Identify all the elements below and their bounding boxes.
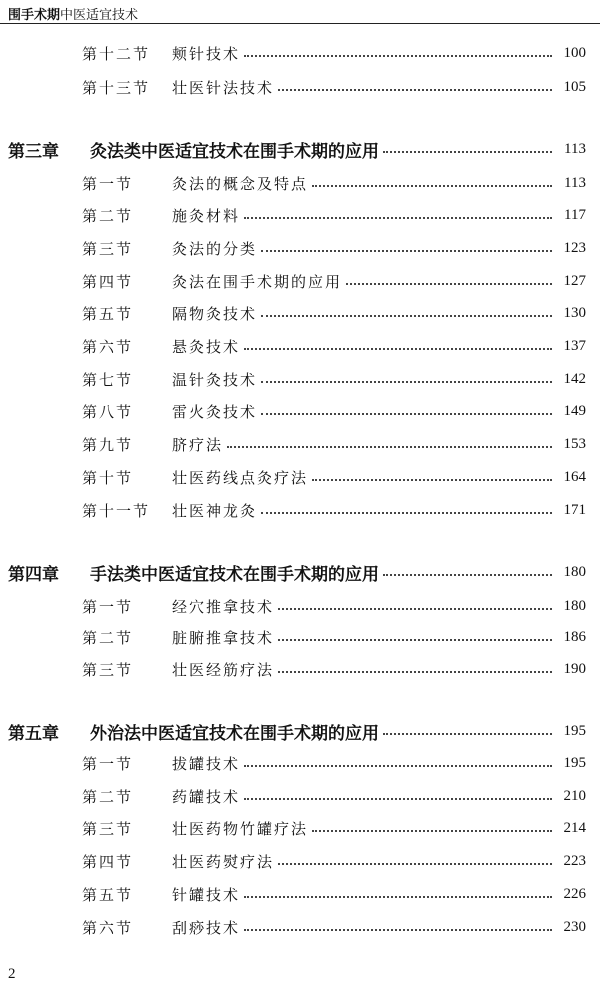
- page-ref: 127: [563, 272, 586, 289]
- page-ref: 190: [563, 660, 586, 677]
- toc-chapter-entry[interactable]: [0, 718, 600, 744]
- dot-leader: [261, 413, 552, 415]
- section-number: 第八节: [82, 402, 134, 421]
- page-ref: 142: [563, 370, 586, 387]
- dot-leader: [244, 348, 552, 350]
- chapter-title: 外治法中医适宜技术在围手术期的应用: [90, 723, 379, 744]
- section-number: 第七节: [82, 370, 134, 389]
- page-ref: 180: [563, 563, 586, 580]
- toc-section-entry[interactable]: [0, 656, 600, 682]
- section-number: 第四节: [82, 272, 134, 291]
- dot-leader: [244, 896, 552, 898]
- toc-section-entry[interactable]: [0, 398, 600, 424]
- section-title: 灸法的分类: [172, 239, 258, 258]
- dot-leader: [278, 863, 552, 865]
- section-title: 针罐技术: [172, 885, 241, 904]
- section-number: 第一节: [82, 174, 134, 193]
- dot-leader: [244, 217, 552, 219]
- dot-leader: [244, 929, 552, 931]
- running-head-book-title: 围手术期: [8, 8, 61, 23]
- toc-section-entry[interactable]: [0, 366, 600, 392]
- page-ref: 130: [563, 304, 586, 321]
- chapter-number: 第四章: [8, 564, 59, 585]
- dot-leader: [312, 185, 552, 187]
- section-number: 第十二节: [82, 44, 151, 63]
- section-number: 第六节: [82, 918, 134, 937]
- section-number: 第五节: [82, 885, 134, 904]
- section-number: 第二节: [82, 787, 134, 806]
- page-ref: 153: [563, 435, 586, 452]
- page-ref: 123: [563, 239, 586, 256]
- toc-section-entry[interactable]: [0, 497, 600, 523]
- dot-leader: [278, 89, 552, 91]
- page-ref: 214: [563, 819, 586, 836]
- section-title: 壮医经筋疗法: [172, 660, 275, 679]
- dot-leader: [383, 574, 552, 576]
- dot-leader: [278, 639, 552, 641]
- page-number: 2: [8, 966, 16, 982]
- toc-section-entry[interactable]: [0, 235, 600, 261]
- page-ref: 113: [564, 140, 586, 157]
- page-ref: 149: [563, 402, 586, 419]
- toc-chapter-entry[interactable]: [0, 559, 600, 585]
- section-number: 第十节: [82, 468, 134, 487]
- toc-section-entry[interactable]: [0, 593, 600, 619]
- section-title: 壮医神龙灸: [172, 501, 258, 520]
- toc-section-entry[interactable]: [0, 300, 600, 326]
- section-title: 壮医药物竹罐疗法: [172, 819, 309, 838]
- toc-section-entry[interactable]: [0, 268, 600, 294]
- page-ref: 137: [563, 337, 586, 354]
- page-ref: 195: [563, 722, 586, 739]
- dot-leader: [383, 151, 552, 153]
- dot-leader: [244, 765, 552, 767]
- toc-section-entry[interactable]: [0, 202, 600, 228]
- dot-leader: [261, 315, 552, 317]
- toc-section-entry[interactable]: [0, 74, 600, 100]
- section-title: 施灸材料: [172, 206, 241, 225]
- section-number: 第五节: [82, 304, 134, 323]
- dot-leader: [261, 250, 552, 252]
- toc-section-entry[interactable]: [0, 848, 600, 874]
- section-title: 悬灸技术: [172, 337, 241, 356]
- section-number: 第六节: [82, 337, 134, 356]
- section-title: 壮医药线点灸疗法: [172, 468, 309, 487]
- dot-leader: [261, 381, 552, 383]
- page-ref: 117: [564, 206, 586, 223]
- chapter-number: 第五章: [8, 723, 59, 744]
- section-title: 脐疗法: [172, 435, 224, 454]
- section-number: 第三节: [82, 819, 134, 838]
- section-title: 经穴推拿技术: [172, 597, 275, 616]
- section-number: 第四节: [82, 852, 134, 871]
- section-title: 雷火灸技术: [172, 402, 258, 421]
- toc-section-entry[interactable]: [0, 783, 600, 809]
- toc-section-entry[interactable]: [0, 914, 600, 940]
- dot-leader: [346, 283, 552, 285]
- section-title: 拔罐技术: [172, 754, 241, 773]
- section-title: 脏腑推拿技术: [172, 628, 275, 647]
- section-title: 隔物灸技术: [172, 304, 258, 323]
- toc-section-entry[interactable]: [0, 815, 600, 841]
- dot-leader: [244, 798, 552, 800]
- dot-leader: [312, 479, 552, 481]
- page-ref: 100: [563, 44, 586, 61]
- page-ref: 210: [563, 787, 586, 804]
- section-title: 颊针技术: [172, 44, 241, 63]
- section-number: 第三节: [82, 239, 134, 258]
- page-ref: 230: [563, 918, 586, 935]
- toc-section-entry[interactable]: [0, 881, 600, 907]
- chapter-title: 灸法类中医适宜技术在围手术期的应用: [90, 141, 379, 162]
- page-ref: 186: [563, 628, 586, 645]
- chapter-title: 手法类中医适宜技术在围手术期的应用: [90, 564, 379, 585]
- section-number: 第二节: [82, 628, 134, 647]
- page-ref: 105: [563, 78, 586, 95]
- section-title: 灸法在围手术期的应用: [172, 272, 343, 291]
- toc-section-entry[interactable]: [0, 750, 600, 776]
- section-number: 第一节: [82, 597, 134, 616]
- page-ref: 164: [563, 468, 586, 485]
- page-ref: 113: [564, 174, 586, 191]
- dot-leader: [278, 671, 552, 673]
- section-title: 温针灸技术: [172, 370, 258, 389]
- toc-section-entry[interactable]: [0, 624, 600, 650]
- page-ref: 195: [563, 754, 586, 771]
- toc-section-entry[interactable]: [0, 333, 600, 359]
- toc-chapter-entry[interactable]: [0, 136, 600, 162]
- chapter-number: 第三章: [8, 141, 59, 162]
- section-number: 第三节: [82, 660, 134, 679]
- section-number: 第九节: [82, 435, 134, 454]
- section-number: 第一节: [82, 754, 134, 773]
- toc-section-entry[interactable]: [0, 464, 600, 490]
- dot-leader: [312, 830, 552, 832]
- toc-section-entry[interactable]: [0, 40, 600, 66]
- section-title: 刮痧技术: [172, 918, 241, 937]
- page-ref: 223: [563, 852, 586, 869]
- dot-leader: [244, 55, 552, 57]
- toc-section-entry[interactable]: [0, 170, 600, 196]
- page-ref: 180: [563, 597, 586, 614]
- dot-leader: [383, 733, 552, 735]
- dot-leader: [227, 446, 552, 448]
- section-title: 壮医药熨疗法: [172, 852, 275, 871]
- page-ref: 226: [563, 885, 586, 902]
- dot-leader: [278, 608, 552, 610]
- section-number: 第十一节: [82, 501, 151, 520]
- section-title: 灸法的概念及特点: [172, 174, 309, 193]
- toc-section-entry[interactable]: [0, 431, 600, 457]
- section-title: 壮医针法技术: [172, 78, 275, 97]
- section-number: 第十三节: [82, 78, 151, 97]
- running-head-subtitle: 中医适宜技术: [60, 8, 139, 23]
- page-ref: 171: [563, 501, 586, 518]
- section-title: 药罐技术: [172, 787, 241, 806]
- dot-leader: [261, 512, 552, 514]
- section-number: 第二节: [82, 206, 134, 225]
